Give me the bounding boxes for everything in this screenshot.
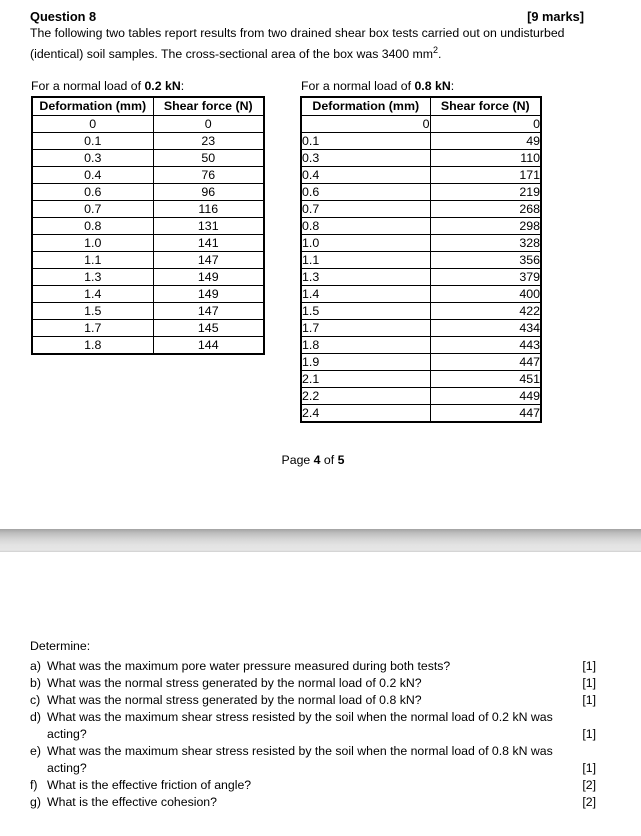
table-body xyxy=(32,116,264,355)
deformation-cell: 1.4 xyxy=(32,286,153,303)
item-text-line-1: What was the maximum shear stress resisted by the soil when the normal load of 0.2 kN was xyxy=(47,710,553,724)
table-row xyxy=(301,252,541,269)
table-row xyxy=(301,184,541,201)
shear-force-cell: 144 xyxy=(153,337,264,355)
question-item-a xyxy=(30,658,596,675)
shear-table-0-8kn xyxy=(300,96,542,423)
table-row xyxy=(301,405,541,423)
shear-force-cell: 76 xyxy=(153,167,264,184)
deformation-cell: 0.6 xyxy=(32,184,153,201)
item-text: What is the effective friction of angle? xyxy=(47,778,252,792)
question-marks-total: [9 marks] xyxy=(527,9,584,24)
shear-force-cell: 96 xyxy=(153,184,264,201)
determine-section xyxy=(30,638,596,811)
deformation-cell: 1.8 xyxy=(301,337,430,354)
table-row xyxy=(301,371,541,388)
question-item-e xyxy=(30,743,596,777)
deformation-cell: 0.8 xyxy=(301,218,430,235)
deformation-cell: 2.4 xyxy=(301,405,430,423)
deformation-cell: 0.6 xyxy=(301,184,430,201)
shear-force-cell: 434 xyxy=(430,320,541,337)
caption-load-value: 0.2 kN xyxy=(144,79,181,93)
shear-force-cell: 147 xyxy=(153,303,264,320)
table-row xyxy=(301,201,541,218)
table-row xyxy=(32,167,264,184)
shear-force-cell: 149 xyxy=(153,269,264,286)
item-text-line-2: acting? xyxy=(47,727,87,741)
table-row xyxy=(32,269,264,286)
shear-force-cell: 298 xyxy=(430,218,541,235)
caption-suffix: : xyxy=(180,79,185,93)
table-row xyxy=(32,201,264,218)
table-caption-0-2kn xyxy=(31,79,184,94)
deformation-cell: 2.1 xyxy=(301,371,430,388)
table-caption-0-8kn xyxy=(301,79,454,94)
shear-force-header: Shear force (N) xyxy=(430,97,541,116)
table-row xyxy=(32,252,264,269)
question-intro xyxy=(30,25,565,63)
table-row xyxy=(32,320,264,337)
shear-force-cell: 447 xyxy=(430,405,541,423)
item-letter: f) xyxy=(30,778,38,792)
shear-force-cell: 145 xyxy=(153,320,264,337)
table-row xyxy=(32,235,264,252)
question-item-g xyxy=(30,794,596,811)
current-page: 4 xyxy=(313,453,321,467)
page-word: Page xyxy=(281,453,314,467)
shear-force-cell: 447 xyxy=(430,354,541,371)
deformation-cell: 1.8 xyxy=(32,337,153,355)
deformation-cell: 0.3 xyxy=(301,150,430,167)
item-marks: [1] xyxy=(582,761,596,775)
question-item-b xyxy=(30,675,596,692)
deformation-cell: 1.0 xyxy=(301,235,430,252)
table-row xyxy=(301,235,541,252)
table-header-row xyxy=(301,97,541,116)
item-text: What was the normal stress generated by the normal load of 0.2 kN? xyxy=(47,676,422,690)
table-row xyxy=(32,184,264,201)
item-marks: [1] xyxy=(582,727,596,741)
shear-force-cell: 0 xyxy=(153,116,264,133)
shear-force-cell: 149 xyxy=(153,286,264,303)
shear-force-cell: 356 xyxy=(430,252,541,269)
deformation-cell: 1.5 xyxy=(301,303,430,320)
table-row xyxy=(301,388,541,405)
item-text-line-1: What was the maximum shear stress resisted by the soil when the normal load of 0.8 kN was xyxy=(47,744,553,758)
determine-heading: Determine: xyxy=(30,639,91,653)
table-row xyxy=(301,218,541,235)
shear-force-cell: 219 xyxy=(430,184,541,201)
deformation-cell: 0.1 xyxy=(32,133,153,150)
table-row xyxy=(301,269,541,286)
item-letter: g) xyxy=(30,795,41,809)
shear-force-cell: 449 xyxy=(430,388,541,405)
shear-force-header: Shear force (N) xyxy=(153,97,264,116)
deformation-cell: 0.7 xyxy=(301,201,430,218)
total-pages: 5 xyxy=(337,453,345,467)
question-item-c xyxy=(30,692,596,709)
item-letter: b) xyxy=(30,676,41,690)
shear-force-cell: 0 xyxy=(430,116,541,133)
item-text-line-2: acting? xyxy=(47,761,87,775)
shear-force-cell: 400 xyxy=(430,286,541,303)
item-marks: [1] xyxy=(582,659,596,673)
table-row xyxy=(32,337,264,355)
deformation-cell: 2.2 xyxy=(301,388,430,405)
deformation-cell: 1.1 xyxy=(301,252,430,269)
caption-prefix: For a normal load of xyxy=(31,79,145,93)
deformation-cell: 1.1 xyxy=(32,252,153,269)
deformation-cell: 0 xyxy=(301,116,430,133)
question-title: Question 8 xyxy=(30,9,97,24)
deformation-cell: 1.7 xyxy=(32,320,153,337)
deformation-cell: 1.4 xyxy=(301,286,430,303)
item-marks: [2] xyxy=(582,778,596,792)
table-row xyxy=(301,150,541,167)
item-text: What was the normal stress generated by the normal load of 0.8 kN? xyxy=(47,693,422,707)
shear-force-cell: 131 xyxy=(153,218,264,235)
item-letter: d) xyxy=(30,710,41,724)
intro-line-2 xyxy=(30,42,565,63)
table-row xyxy=(301,116,541,133)
page-separator-bar xyxy=(0,529,641,552)
deformation-cell: 0.4 xyxy=(32,167,153,184)
deformation-header: Deformation (mm) xyxy=(32,97,153,116)
shear-force-cell: 451 xyxy=(430,371,541,388)
table-header-row xyxy=(32,97,264,116)
table-row xyxy=(32,286,264,303)
shear-table-0-2kn xyxy=(31,96,265,355)
item-marks: [1] xyxy=(582,693,596,707)
item-text: What was the maximum pore water pressure measured during both tests? xyxy=(47,659,451,673)
item-text: What is the effective cohesion? xyxy=(47,795,217,809)
table-row xyxy=(301,133,541,150)
deformation-cell: 1.7 xyxy=(301,320,430,337)
deformation-cell: 1.3 xyxy=(301,269,430,286)
caption-load-value: 0.8 kN xyxy=(414,79,451,93)
item-marks: [2] xyxy=(582,795,596,809)
table-row xyxy=(301,354,541,371)
shear-force-cell: 443 xyxy=(430,337,541,354)
intro-line-1: The following two tables report results from two drained shear box tests carried out on undisturbed xyxy=(30,26,565,40)
item-letter: a) xyxy=(30,659,41,673)
shear-force-cell: 379 xyxy=(430,269,541,286)
question-header xyxy=(30,8,584,25)
shear-force-cell: 23 xyxy=(153,133,264,150)
intro-line-2-text: (identical) soil samples. The cross-sectional area of the box was 3400 mm xyxy=(30,47,434,62)
shear-force-cell: 171 xyxy=(430,167,541,184)
shear-force-cell: 110 xyxy=(430,150,541,167)
shear-force-cell: 49 xyxy=(430,133,541,150)
shear-force-cell: 422 xyxy=(430,303,541,320)
table-row xyxy=(32,303,264,320)
deformation-header: Deformation (mm) xyxy=(301,97,430,116)
item-letter: e) xyxy=(30,744,41,758)
superscript-2: 2 xyxy=(433,45,439,55)
deformation-cell: 0.8 xyxy=(32,218,153,235)
item-letter: c) xyxy=(30,693,41,707)
table-row xyxy=(32,116,264,133)
page-number xyxy=(0,452,626,469)
table-row xyxy=(32,150,264,167)
shear-force-cell: 328 xyxy=(430,235,541,252)
caption-suffix: : xyxy=(450,79,455,93)
shear-force-cell: 147 xyxy=(153,252,264,269)
shear-force-cell: 141 xyxy=(153,235,264,252)
deformation-cell: 1.9 xyxy=(301,354,430,371)
deformation-cell: 0.4 xyxy=(301,167,430,184)
of-word: of xyxy=(320,453,338,467)
table-row xyxy=(32,133,264,150)
question-item-d xyxy=(30,709,596,743)
intro-line-2-period: . xyxy=(438,47,442,62)
deformation-cell: 1.5 xyxy=(32,303,153,320)
shear-force-cell: 50 xyxy=(153,150,264,167)
deformation-cell: 0.1 xyxy=(301,133,430,150)
question-item-f xyxy=(30,777,596,794)
table-row xyxy=(301,167,541,184)
deformation-cell: 0.7 xyxy=(32,201,153,218)
table-body xyxy=(301,116,541,423)
caption-prefix: For a normal load of xyxy=(301,79,415,93)
deformation-cell: 1.0 xyxy=(32,235,153,252)
table-row xyxy=(32,218,264,235)
table-row xyxy=(301,320,541,337)
deformation-cell: 0 xyxy=(32,116,153,133)
table-row xyxy=(301,303,541,320)
deformation-cell: 0.3 xyxy=(32,150,153,167)
table-row xyxy=(301,286,541,303)
item-marks: [1] xyxy=(582,676,596,690)
shear-force-cell: 268 xyxy=(430,201,541,218)
deformation-cell: 1.3 xyxy=(32,269,153,286)
table-row xyxy=(301,337,541,354)
shear-force-cell: 116 xyxy=(153,201,264,218)
